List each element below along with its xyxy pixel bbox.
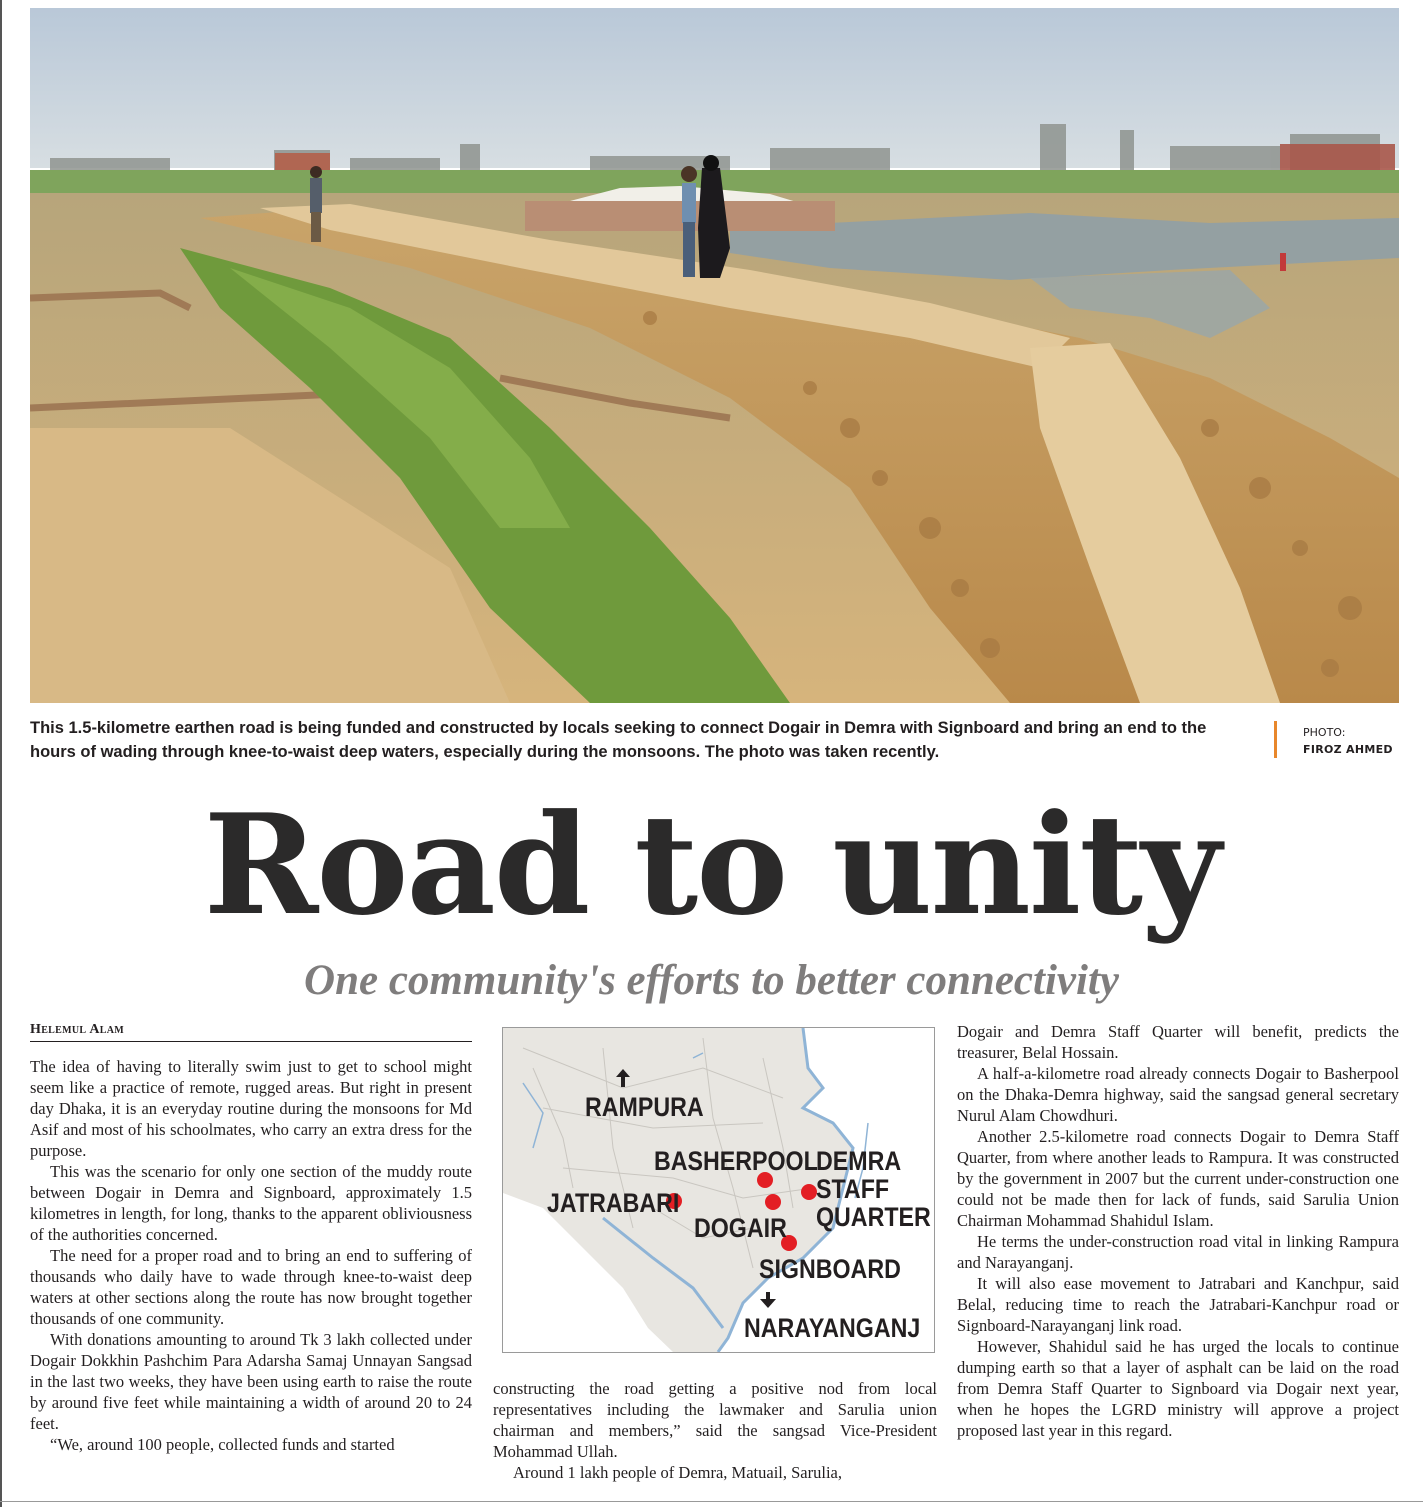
photo-credit-name: FIROZ AHMED (1303, 743, 1393, 756)
location-map (502, 1027, 935, 1353)
paragraph: The need for a proper road and to bring an end to suffering of thousands who daily have to wade through knee-to-waist deep waters at other sections along the route has now brought together thousands of one community. (30, 1246, 472, 1328)
article-column-3 (957, 1021, 1399, 1441)
map-label-dogair: DOGAIR (694, 1213, 787, 1244)
paragraph: Around 1 lakh people of Demra, Matuail, Sarulia, (513, 1463, 842, 1482)
map-label-jatrabari: JATRABARI (547, 1188, 680, 1219)
map-label-demra: DEMRA (816, 1146, 902, 1177)
photo-credit (1303, 724, 1393, 758)
headline: Road to unity (203, 783, 1220, 946)
page-left-rule (0, 0, 2, 1507)
paragraph: This was the scenario for only one section of the muddy route between Dogair in Demra and Signboard, approximately 1.5 kilometres in length, for long, thanks to the apparent obliviousness of the authorities concerned. (30, 1162, 472, 1244)
article-column-1 (30, 1056, 472, 1455)
map-label-quarter: QUARTER (816, 1202, 931, 1233)
feature-photo (30, 8, 1399, 703)
map-label-basherpool: BASHERPOOL (654, 1146, 818, 1177)
page-bottom-rule (0, 1501, 1423, 1502)
paragraph: With donations amounting to around Tk 3 lakh collected under Dogair Dokkhin Pashchim Para Adarsha Samaj Unnayan Sangsad in the last two weeks, they have been using earth to raise the route by around five feet while maintaining a width of around 20 to 24 feet. (30, 1330, 472, 1433)
subheadline: One community's efforts to better connectivity (304, 957, 1119, 1004)
credit-accent-bar (1274, 721, 1277, 758)
map-label-rampura: RAMPURA (585, 1092, 704, 1123)
photo-credit-label: PHOTO: (1303, 726, 1346, 739)
map-label-staff: STAFF (816, 1174, 890, 1205)
photo-caption: This 1.5-kilometre earthen road is being funded and constructed by locals seeking to connect Dogair in Demra with Signboard and bring an end to the hours of wading through knee-to-waist deep waters, especially during the monsoons. The photo was taken recently. (30, 719, 1207, 761)
map-label-narayanganj: NARAYANGANJ (744, 1313, 921, 1344)
paragraph: constructing the road getting a positive nod from local representatives including the lawmaker and Sarulia union chairman and members,” said the sangsad Vice-President Mohammad Ullah. (493, 1379, 937, 1461)
paragraph: The idea of having to literally swim just to get to school might seem like a practice of remote, rugged areas. But right in present day Dhaka, it is an everyday routine during the monsoons for Md Asif and most of his schoolmates, who carry an extra dress for the purpose. (30, 1057, 472, 1160)
map-marker (801, 1184, 817, 1200)
byline: Helemul Alam (30, 1022, 472, 1042)
map-label-signboard: SIGNBOARD (759, 1254, 901, 1285)
paragraph: It will also ease movement to Jatrabari and Kanchpur, said Belal, reducing time to reach the Jatrabari-Kanchpur road or Signboard-Narayanganj link road. (957, 1274, 1399, 1335)
paragraph: Dogair and Demra Staff Quarter will benefit, predicts the treasurer, Belal Hossain. (957, 1022, 1399, 1062)
paragraph: He terms the under-construction road vital in linking Rampura and Narayanganj. (957, 1232, 1399, 1272)
map-marker (765, 1194, 781, 1210)
article-column-2 (493, 1378, 937, 1483)
paragraph: Another 2.5-kilometre road connects Dogair to Demra Staff Quarter, from where another leads to Rampura. It was constructed by the government in 2007 but the current under-construction one could not be made then for lack of funds, said Sarulia Union Chairman Mohammad Shahidul Islam. (957, 1127, 1399, 1230)
paragraph: A half-a-kilometre road already connects Dogair to Basherpool on the Dhaka-Demra highway, said the sangsad general secretary Nurul Alam Chowdhuri. (957, 1064, 1399, 1125)
paragraph: However, Shahidul said he has urged the locals to continue dumping earth so that a layer of asphalt can be laid on the road from Demra Staff Quarter to Signboard via Dogair next year, when he hopes the LGRD ministry will approve a project proposed last year in this regard. (957, 1337, 1399, 1440)
paragraph: “We, around 100 people, collected funds and started (50, 1435, 395, 1454)
